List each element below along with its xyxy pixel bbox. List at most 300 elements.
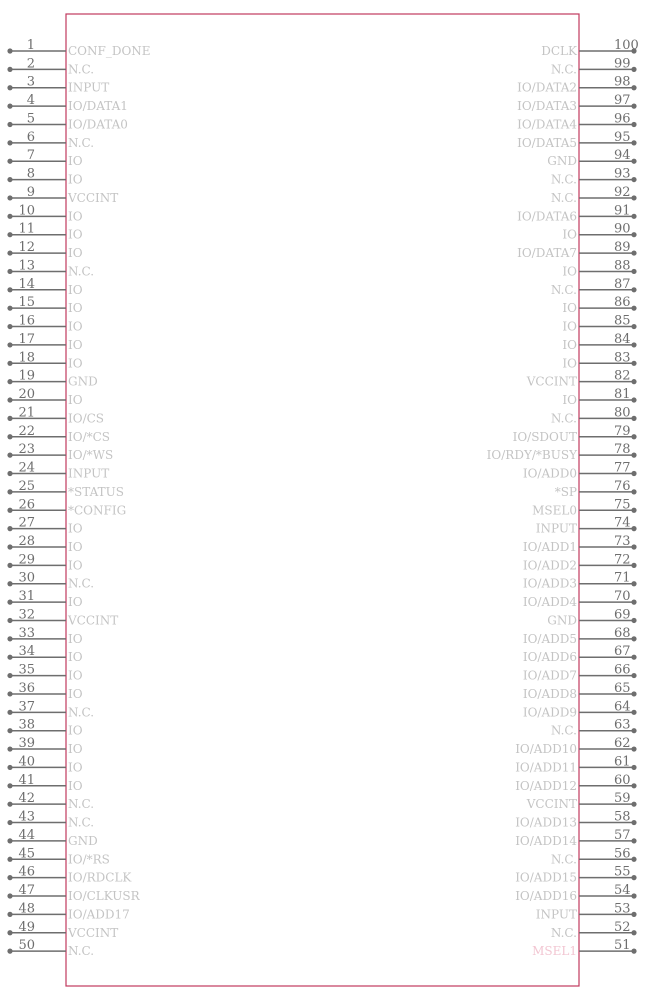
left-pin <box>7 810 94 830</box>
pin-endpoint-dot <box>631 838 636 843</box>
pin-endpoint-dot <box>631 581 636 586</box>
pin-number: 57 <box>614 827 631 843</box>
right-pin <box>551 405 637 425</box>
pin-number: 37 <box>18 699 35 715</box>
right-pin <box>523 663 637 683</box>
pin-number: 7 <box>26 148 35 164</box>
pin-number: 63 <box>614 717 631 733</box>
pin-number: 71 <box>614 570 631 586</box>
pin-label: N.C. <box>550 172 577 187</box>
pin-label: *SP <box>554 484 577 499</box>
left-pin <box>7 461 109 481</box>
left-pin <box>7 681 82 701</box>
pin-endpoint-dot <box>631 306 636 311</box>
pin-number: 90 <box>614 221 631 237</box>
right-pin <box>523 626 637 646</box>
right-pin <box>523 699 637 719</box>
pin-endpoint-dot <box>631 544 636 549</box>
pin-number: 8 <box>26 166 35 182</box>
pin-label: N.C. <box>68 62 95 77</box>
pin-label: IO/ADD0 <box>522 466 577 481</box>
pin-label: IO/DATA3 <box>517 99 577 114</box>
pin-endpoint-dot <box>631 746 636 751</box>
left-pin <box>7 442 113 462</box>
left-pin <box>7 222 82 242</box>
pin-label: IO <box>68 723 83 738</box>
left-pin <box>7 773 82 793</box>
pin-endpoint-dot <box>7 48 12 53</box>
left-pin <box>7 369 97 389</box>
left-pin <box>7 314 82 334</box>
pin-number: 23 <box>18 442 35 458</box>
pin-label: IO/ADD5 <box>522 631 577 646</box>
pin-label: N.C. <box>550 190 577 205</box>
pin-label: IO <box>68 227 83 242</box>
pin-label: IO <box>562 356 577 371</box>
left-pin <box>7 424 110 444</box>
right-pin <box>526 791 637 811</box>
pin-number: 2 <box>26 56 35 72</box>
pin-label: IO <box>562 301 577 316</box>
pin-number: 80 <box>614 405 631 421</box>
right-pin <box>517 111 637 131</box>
right-pin <box>517 75 637 95</box>
right-pin <box>562 314 636 334</box>
pin-label: IO/ADD17 <box>68 907 130 922</box>
right-pin <box>487 442 637 462</box>
pin-number: 39 <box>18 736 35 752</box>
pin-number: 27 <box>18 515 35 531</box>
right-pin <box>536 901 637 921</box>
pin-number: 33 <box>18 625 35 641</box>
pin-label: IO/ADD7 <box>522 668 577 683</box>
left-pin <box>7 552 82 572</box>
pin-endpoint-dot <box>7 655 12 660</box>
right-pin <box>526 369 637 389</box>
pin-number: 5 <box>26 111 35 127</box>
pin-endpoint-dot <box>631 269 636 274</box>
pin-endpoint-dot <box>7 416 12 421</box>
pin-endpoint-dot <box>631 710 636 715</box>
pin-label: GND <box>547 154 577 169</box>
pin-label: VCCINT <box>68 925 119 940</box>
pin-label: IO/ADD3 <box>522 576 577 591</box>
pin-number: 54 <box>614 883 631 899</box>
left-pin <box>7 56 94 76</box>
right-pin <box>523 644 637 664</box>
pin-number: 31 <box>18 589 35 605</box>
right-pin <box>523 534 637 554</box>
pin-endpoint-dot <box>7 453 12 458</box>
pin-number: 93 <box>614 166 631 182</box>
pin-number: 94 <box>614 148 631 164</box>
pin-label: IO <box>68 209 83 224</box>
pin-label: IO <box>68 686 83 701</box>
pin-number: 56 <box>614 846 631 862</box>
pin-label: N.C. <box>68 264 95 279</box>
pin-endpoint-dot <box>631 104 636 109</box>
pin-number: 16 <box>18 313 35 329</box>
right-pin <box>551 920 637 940</box>
pin-label: INPUT <box>68 80 110 95</box>
pin-number: 72 <box>614 552 631 568</box>
pin-label: GND <box>547 613 577 628</box>
pin-number: 77 <box>614 460 631 476</box>
right-pin <box>523 571 637 591</box>
pin-number: 73 <box>614 533 631 549</box>
pin-endpoint-dot <box>631 471 636 476</box>
pin-number: 48 <box>18 901 35 917</box>
pin-label: IO/ADD14 <box>515 833 577 848</box>
pin-label: IO/ADD4 <box>522 595 577 610</box>
pin-endpoint-dot <box>7 379 12 384</box>
right-pin <box>532 938 636 958</box>
pin-label: IO <box>68 595 83 610</box>
left-pin <box>7 130 94 150</box>
pin-number: 35 <box>18 662 35 678</box>
pin-number: 74 <box>614 515 631 531</box>
pin-endpoint-dot <box>7 875 12 880</box>
left-pin <box>7 644 82 664</box>
pin-endpoint-dot <box>7 710 12 715</box>
left-pin <box>7 240 82 260</box>
pin-endpoint-dot <box>631 232 636 237</box>
pin-endpoint-dot <box>631 820 636 825</box>
pin-label: IO/*CS <box>68 429 111 444</box>
pin-label: CONF_DONE <box>68 44 151 58</box>
pin-label: *CONFIG <box>68 503 127 518</box>
pin-number: 17 <box>18 331 35 347</box>
pin-label: IO <box>68 393 83 408</box>
pin-endpoint-dot <box>631 67 636 72</box>
pin-endpoint-dot <box>631 140 636 145</box>
pin-label: IO/ADD10 <box>515 742 577 757</box>
pin-endpoint-dot <box>7 67 12 72</box>
pin-number: 62 <box>614 736 631 752</box>
right-pin <box>515 883 636 903</box>
pin-label: IO/ADD2 <box>522 558 577 573</box>
right-pin <box>517 203 637 223</box>
pin-number: 3 <box>26 74 35 90</box>
pin-number: 25 <box>18 478 35 494</box>
left-pin <box>7 497 126 517</box>
right-pin <box>547 148 636 168</box>
left-pin <box>7 203 82 223</box>
left-pin <box>7 828 97 848</box>
pin-endpoint-dot <box>631 489 636 494</box>
pin-number: 55 <box>614 864 631 880</box>
pin-number: 49 <box>18 919 35 935</box>
pin-label: IO/ADD16 <box>515 889 577 904</box>
pin-label: N.C. <box>550 62 577 77</box>
left-pin <box>7 148 82 168</box>
pin-label: IO/DATA6 <box>517 209 577 224</box>
pin-number: 60 <box>614 772 631 788</box>
pin-number: 44 <box>18 827 35 843</box>
right-pin <box>515 810 636 830</box>
pin-label: N.C. <box>550 723 577 738</box>
pin-endpoint-dot <box>631 159 636 164</box>
pin-label: MSEL0 <box>532 503 577 518</box>
pin-endpoint-dot <box>7 177 12 182</box>
pin-endpoint-dot <box>7 85 12 90</box>
pin-number: 64 <box>614 699 631 715</box>
pin-number: 61 <box>614 754 631 770</box>
pin-endpoint-dot <box>7 544 12 549</box>
right-pin <box>515 773 636 793</box>
right-pin <box>547 607 636 627</box>
left-pin <box>7 626 82 646</box>
pin-number: 9 <box>26 184 35 200</box>
pin-endpoint-dot <box>7 838 12 843</box>
pin-number: 65 <box>614 680 631 696</box>
pin-label: VCCINT <box>526 797 577 812</box>
left-pin <box>7 589 82 609</box>
pin-label: INPUT <box>68 466 110 481</box>
pin-endpoint-dot <box>631 563 636 568</box>
pin-number: 20 <box>18 387 35 403</box>
pin-number: 41 <box>18 772 35 788</box>
pin-label: N.C. <box>550 411 577 426</box>
pin-number: 14 <box>18 276 35 292</box>
pin-endpoint-dot <box>7 287 12 292</box>
pin-endpoint-dot <box>631 875 636 880</box>
pin-number: 85 <box>614 313 631 329</box>
pin-label: IO <box>562 337 577 352</box>
pin-endpoint-dot <box>7 563 12 568</box>
right-pin <box>562 222 636 242</box>
pin-endpoint-dot <box>631 526 636 531</box>
pin-endpoint-dot <box>631 324 636 329</box>
pin-label: INPUT <box>535 521 577 536</box>
pin-number: 89 <box>614 240 631 256</box>
pin-endpoint-dot <box>631 765 636 770</box>
pin-endpoint-dot <box>7 783 12 788</box>
pin-number: 34 <box>18 644 35 660</box>
right-pin <box>551 167 637 187</box>
pin-endpoint-dot <box>631 287 636 292</box>
pin-number: 82 <box>614 368 631 384</box>
pin-label: IO/DATA5 <box>517 135 577 150</box>
pin-label: MSEL1 <box>532 944 577 959</box>
pin-number: 6 <box>26 129 35 145</box>
pin-label: IO/ADD6 <box>522 650 577 665</box>
right-pin <box>517 93 637 113</box>
pin-label: IO/ADD15 <box>515 870 577 885</box>
right-pin <box>523 552 637 572</box>
pin-endpoint-dot <box>631 600 636 605</box>
right-pin <box>562 387 636 407</box>
pin-number: 78 <box>614 442 631 458</box>
left-pin <box>7 93 128 113</box>
left-pin <box>7 258 94 278</box>
pin-endpoint-dot <box>7 397 12 402</box>
pin-number: 92 <box>614 184 631 200</box>
pin-label: IO <box>562 393 577 408</box>
pin-label: IO <box>68 246 83 261</box>
right-pin <box>541 38 639 58</box>
left-pin <box>7 38 150 58</box>
pin-number: 45 <box>18 846 35 862</box>
pin-endpoint-dot <box>7 857 12 862</box>
pin-label: IO <box>68 521 83 536</box>
pin-endpoint-dot <box>7 508 12 513</box>
left-pin <box>7 571 94 591</box>
left-pin <box>7 754 82 774</box>
pin-label: VCCINT <box>68 613 119 628</box>
pin-endpoint-dot <box>7 765 12 770</box>
pin-endpoint-dot <box>631 728 636 733</box>
pin-number: 36 <box>18 680 35 696</box>
pin-endpoint-dot <box>7 104 12 109</box>
pin-endpoint-dot <box>631 379 636 384</box>
pin-number: 83 <box>614 350 631 366</box>
pin-endpoint-dot <box>7 930 12 935</box>
pin-endpoint-dot <box>7 581 12 586</box>
right-pin <box>562 295 636 315</box>
pin-number: 12 <box>18 240 35 256</box>
right-pin <box>515 754 636 774</box>
pin-endpoint-dot <box>7 600 12 605</box>
pin-label: DCLK <box>541 44 577 58</box>
pin-endpoint-dot <box>631 691 636 696</box>
pin-endpoint-dot <box>7 893 12 898</box>
left-pin <box>7 718 82 738</box>
left-pin <box>7 736 82 756</box>
pin-number: 53 <box>614 901 631 917</box>
right-pin <box>515 865 636 885</box>
pin-number: 24 <box>18 460 35 476</box>
pin-number: 86 <box>614 295 631 311</box>
pin-number: 47 <box>18 883 35 899</box>
pin-endpoint-dot <box>631 912 636 917</box>
pin-endpoint-dot <box>631 397 636 402</box>
pin-endpoint-dot <box>7 636 12 641</box>
pin-label: IO <box>562 227 577 242</box>
pin-number: 66 <box>614 662 631 678</box>
pin-number: 79 <box>614 423 631 439</box>
pin-label: IO/RDY/*BUSY <box>486 448 577 463</box>
pin-endpoint-dot <box>7 214 12 219</box>
pin-number: 75 <box>614 497 631 513</box>
pin-number: 43 <box>18 809 35 825</box>
pin-number: 52 <box>614 919 631 935</box>
pin-endpoint-dot <box>631 673 636 678</box>
pin-endpoint-dot <box>7 306 12 311</box>
pin-endpoint-dot <box>631 618 636 623</box>
pin-number: 51 <box>614 938 631 954</box>
pin-label: IO/CS <box>68 411 105 426</box>
left-pin <box>7 865 132 885</box>
pin-endpoint-dot <box>7 802 12 807</box>
pin-label: N.C. <box>68 815 95 830</box>
pin-label: IO <box>562 264 577 279</box>
pin-number: 26 <box>18 497 35 513</box>
right-pin <box>523 461 637 481</box>
pin-endpoint-dot <box>631 361 636 366</box>
left-pin <box>7 111 128 131</box>
left-pin <box>7 167 82 187</box>
pin-number: 58 <box>614 809 631 825</box>
pin-label: IO/ADD1 <box>522 539 577 554</box>
right-pin <box>562 350 636 370</box>
pin-endpoint-dot <box>7 159 12 164</box>
pin-label: GND <box>68 833 98 848</box>
pin-label: N.C. <box>550 925 577 940</box>
pin-number: 97 <box>614 93 631 109</box>
left-pin <box>7 920 118 940</box>
pin-endpoint-dot <box>7 618 12 623</box>
pin-label: IO/*RS <box>68 852 110 867</box>
right-pin <box>562 258 636 278</box>
pin-number: 22 <box>18 423 35 439</box>
pin-label: IO/ADD9 <box>522 705 577 720</box>
pin-endpoint-dot <box>631 636 636 641</box>
pin-number: 15 <box>18 295 35 311</box>
pin-endpoint-dot <box>631 416 636 421</box>
right-pin <box>555 479 637 499</box>
pin-label: N.C. <box>68 797 95 812</box>
pin-label: IO/DATA0 <box>68 117 128 132</box>
pin-label: IO <box>68 282 83 297</box>
pin-number: 21 <box>18 405 35 421</box>
pin-endpoint-dot <box>631 508 636 513</box>
pin-label: IO/DATA2 <box>517 80 577 95</box>
pin-endpoint-dot <box>631 949 636 954</box>
pin-number: 99 <box>614 56 631 72</box>
pin-number: 1 <box>26 38 35 53</box>
pin-label: IO <box>68 319 83 334</box>
right-pin <box>515 736 636 756</box>
pin-endpoint-dot <box>7 949 12 954</box>
pin-endpoint-dot <box>7 820 12 825</box>
pin-label: IO/ADD13 <box>515 815 577 830</box>
pin-endpoint-dot <box>7 324 12 329</box>
pin-endpoint-dot <box>7 361 12 366</box>
left-pin <box>7 405 104 425</box>
pin-label: GND <box>68 374 98 389</box>
left-pin <box>7 883 140 903</box>
left-pin <box>7 295 82 315</box>
pin-number: 13 <box>18 258 35 274</box>
pin-label: IO <box>68 154 83 169</box>
left-pin <box>7 607 118 627</box>
left-pin <box>7 516 82 536</box>
pin-label: IO <box>68 337 83 352</box>
pin-number: 67 <box>614 644 631 660</box>
ic-body-outline <box>66 14 579 986</box>
pin-endpoint-dot <box>631 802 636 807</box>
pin-endpoint-dot <box>631 85 636 90</box>
left-pin <box>7 846 109 866</box>
pin-endpoint-dot <box>7 434 12 439</box>
right-pin <box>562 332 636 352</box>
right-pin <box>517 240 637 260</box>
pin-label: IO/DATA7 <box>517 246 577 261</box>
pin-endpoint-dot <box>7 195 12 200</box>
right-pin <box>551 718 637 738</box>
pin-label: IO <box>68 301 83 316</box>
pin-number: 38 <box>18 717 35 733</box>
pin-number: 69 <box>614 607 631 623</box>
pin-number: 84 <box>614 331 631 347</box>
left-pin <box>7 350 82 370</box>
pin-number: 30 <box>18 570 35 586</box>
pin-label: IO <box>68 650 83 665</box>
pin-endpoint-dot <box>7 471 12 476</box>
left-pin <box>7 387 82 407</box>
right-pin <box>551 185 637 205</box>
